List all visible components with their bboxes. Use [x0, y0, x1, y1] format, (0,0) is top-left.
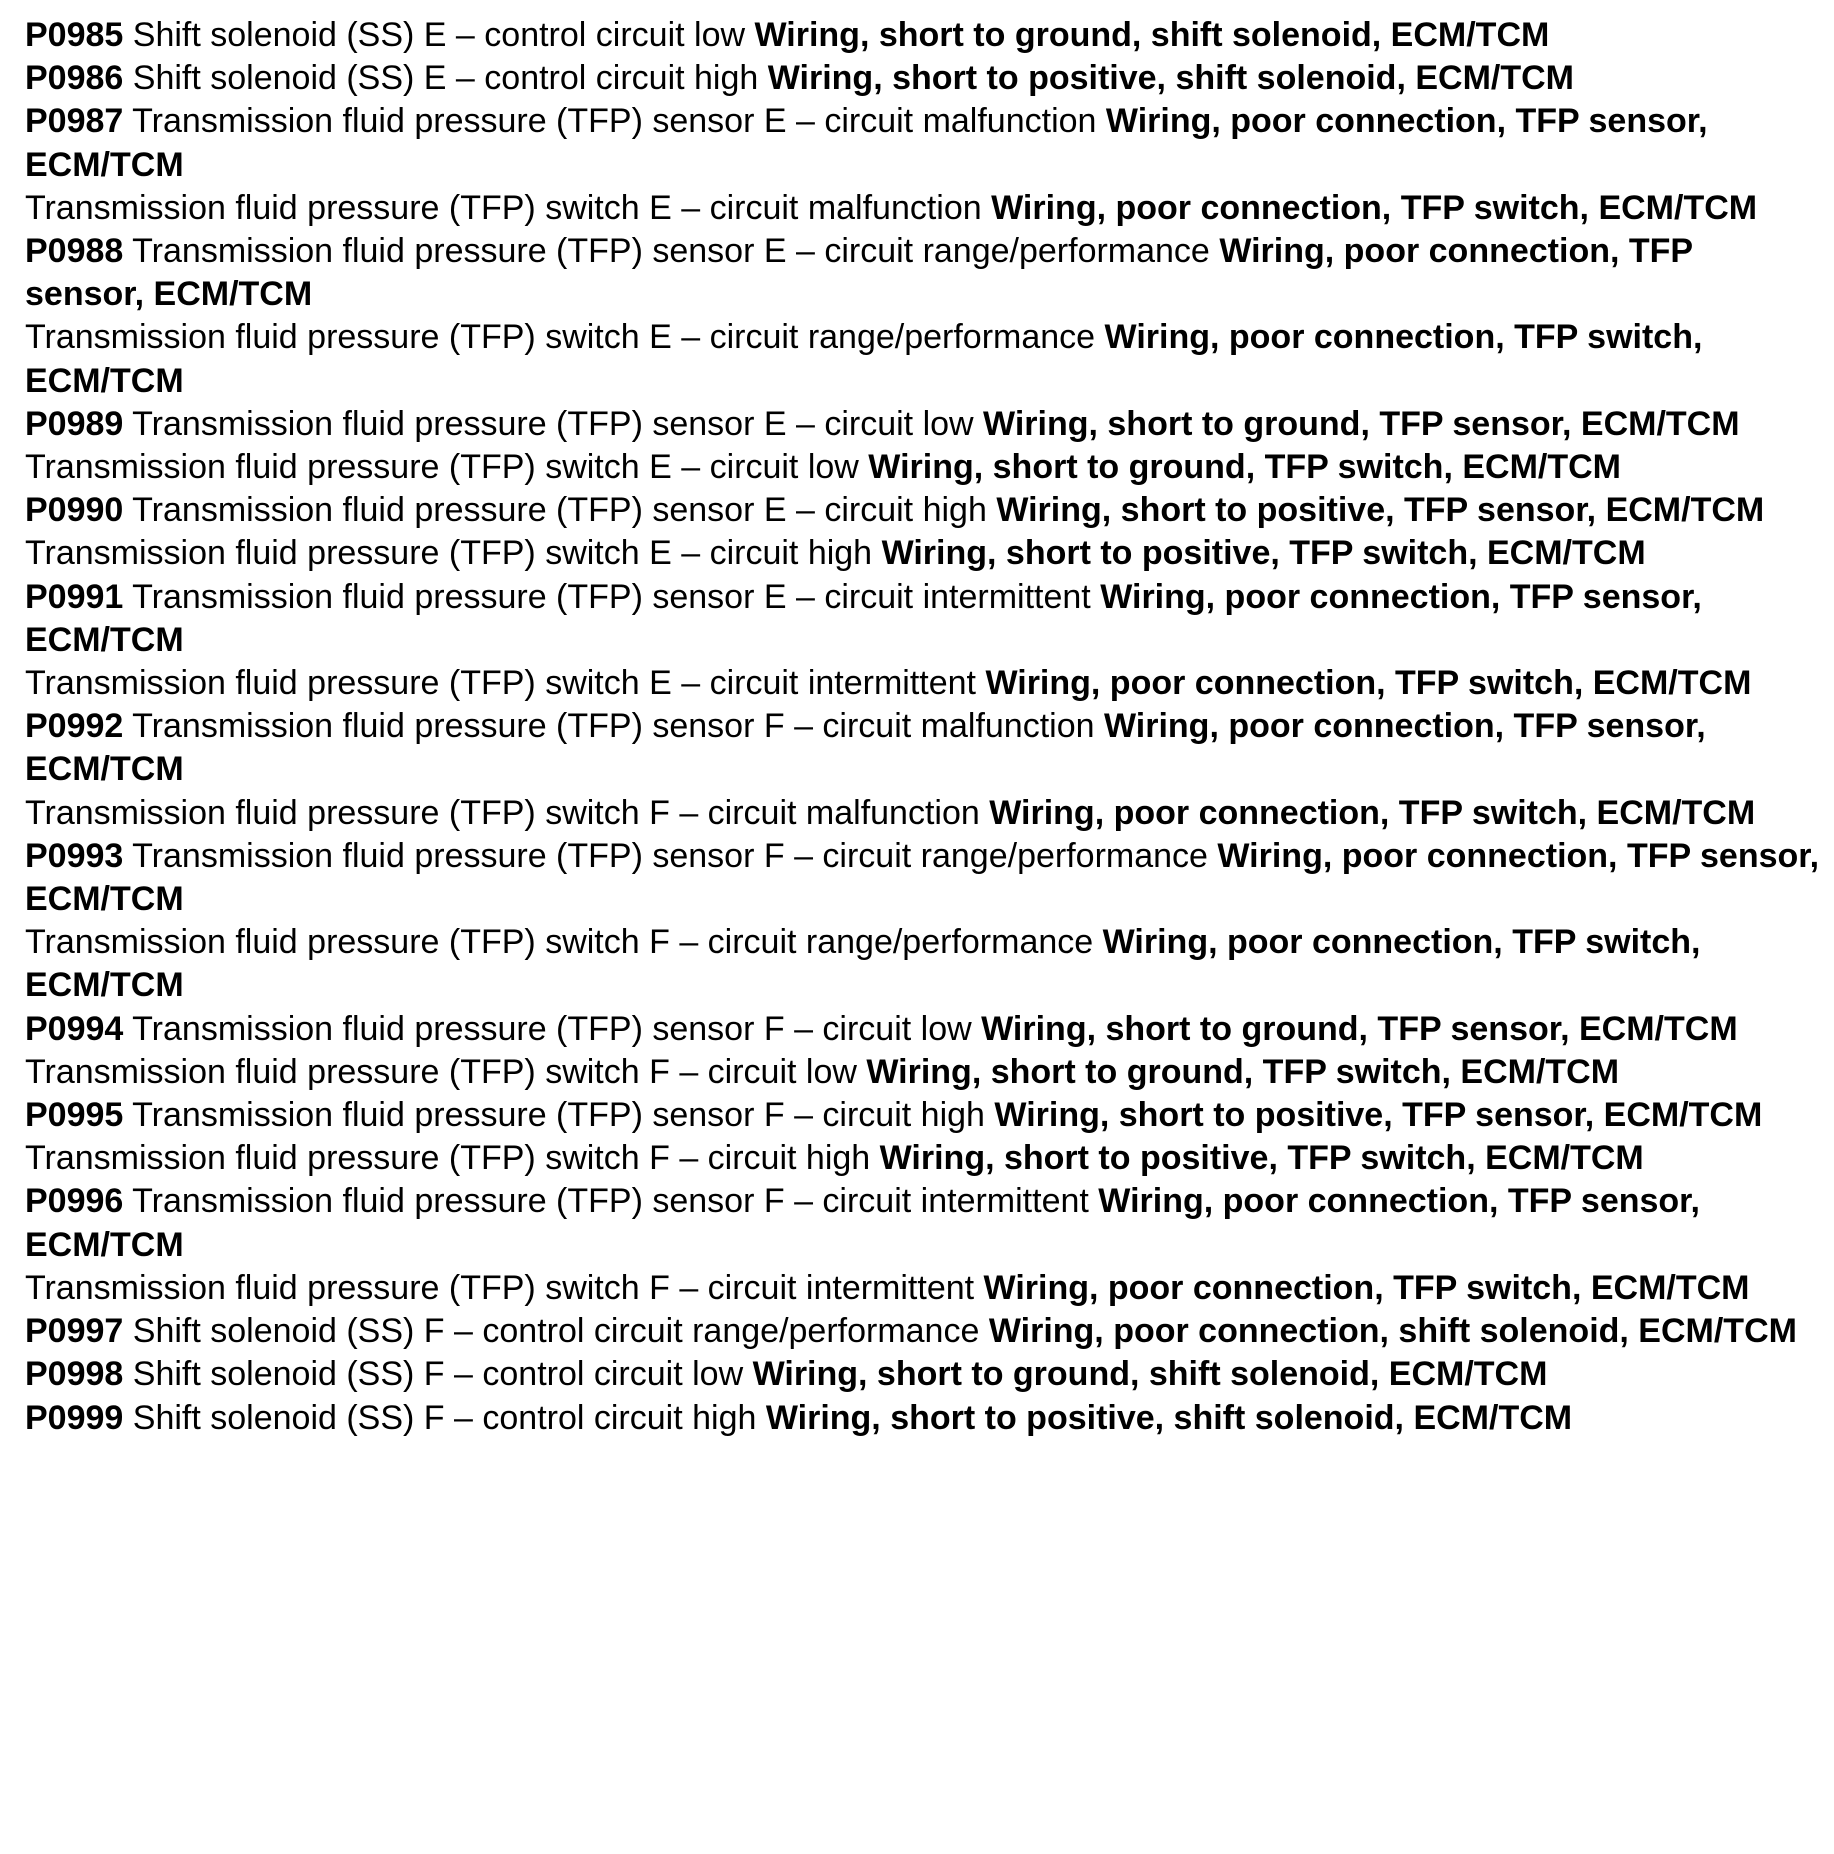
dtc-entry: [25, 489, 1820, 532]
dtc-code: P0989: [25, 404, 124, 443]
dtc-code: P0990: [25, 491, 124, 530]
dtc-code: P0998: [25, 1355, 124, 1394]
dtc-entry: [25, 14, 1820, 57]
dtc-code: P0985: [25, 16, 124, 54]
dtc-entry: [25, 230, 1820, 316]
dtc-description: Shift solenoid (SS) F – control circuit range/performance: [132, 1312, 980, 1351]
dtc-code: P0993: [25, 836, 124, 875]
dtc-code: P0991: [25, 577, 124, 616]
dtc-code: P0996: [25, 1182, 124, 1221]
dtc-description: Transmission fluid pressure (TFP) switch F – circuit low: [25, 1052, 857, 1091]
dtc-causes: Wiring, short to positive, TFP switch, ECM/TCM: [879, 1139, 1644, 1178]
dtc-code: P0986: [25, 59, 124, 98]
dtc-causes: Wiring, poor connection, TFP switch, ECM/TCM: [25, 923, 1701, 1005]
dtc-code: P0988: [25, 232, 124, 271]
dtc-causes: Wiring, poor connection, TFP sensor, ECM/TCM: [25, 102, 1708, 184]
dtc-causes: Wiring, poor connection, TFP switch, ECM/TCM: [989, 793, 1756, 832]
dtc-description: Transmission fluid pressure (TFP) sensor F – circuit intermittent: [132, 1182, 1089, 1221]
dtc-causes: Wiring, poor connection, TFP sensor, ECM/TCM: [25, 577, 1702, 659]
dtc-entry: [25, 576, 1820, 662]
dtc-entry: [25, 446, 1820, 489]
dtc-entry: [25, 403, 1820, 446]
dtc-description: Shift solenoid (SS) F – control circuit high: [132, 1398, 757, 1437]
dtc-code: P0995: [25, 1096, 124, 1135]
dtc-causes: Wiring, short to positive, TFP sensor, ECM/TCM: [996, 491, 1765, 530]
dtc-description: Transmission fluid pressure (TFP) switch E – circuit high: [25, 534, 873, 573]
dtc-description: Transmission fluid pressure (TFP) sensor F – circuit low: [132, 1009, 972, 1048]
dtc-document: [25, 14, 1820, 1440]
dtc-entry: [25, 921, 1820, 1007]
dtc-description: Shift solenoid (SS) E – control circuit low: [132, 16, 746, 54]
dtc-causes: Wiring, short to ground, TFP switch, ECM/TCM: [868, 448, 1621, 487]
dtc-causes: Wiring, short to ground, TFP sensor, ECM/TCM: [981, 1009, 1738, 1048]
dtc-description: Transmission fluid pressure (TFP) sensor F – circuit high: [132, 1096, 985, 1135]
dtc-causes: Wiring, poor connection, TFP switch, ECM/TCM: [985, 664, 1752, 703]
dtc-causes: Wiring, poor connection, TFP sensor, ECM/TCM: [25, 836, 1820, 919]
dtc-description: Transmission fluid pressure (TFP) switch F – circuit intermittent: [25, 1268, 975, 1307]
dtc-code: P0999: [25, 1398, 124, 1437]
dtc-causes: Wiring, short to ground, shift solenoid, ECM/TCM: [754, 16, 1550, 54]
dtc-description: Transmission fluid pressure (TFP) sensor E – circuit intermittent: [132, 577, 1091, 616]
dtc-entry: [25, 1353, 1820, 1396]
dtc-causes: Wiring, poor connection, TFP sensor, ECM/TCM: [25, 707, 1706, 789]
dtc-causes: Wiring, short to positive, TFP sensor, ECM/TCM: [994, 1096, 1763, 1135]
dtc-description: Transmission fluid pressure (TFP) sensor E – circuit range/performance: [132, 232, 1210, 271]
dtc-entry: [25, 1137, 1820, 1180]
dtc-description: Transmission fluid pressure (TFP) switch F – circuit malfunction: [25, 793, 980, 832]
dtc-description: Transmission fluid pressure (TFP) switch E – circuit range/performance: [25, 318, 1096, 357]
dtc-entry: [25, 1180, 1820, 1266]
dtc-description: Transmission fluid pressure (TFP) switch E – circuit malfunction: [25, 188, 982, 227]
dtc-entry: [25, 187, 1820, 230]
dtc-entry: [25, 100, 1820, 186]
dtc-code: P0994: [25, 1009, 124, 1048]
dtc-description: Transmission fluid pressure (TFP) sensor E – circuit low: [132, 404, 974, 443]
dtc-entry: [25, 1008, 1820, 1051]
dtc-causes: Wiring, short to positive, TFP switch, ECM/TCM: [881, 534, 1646, 573]
dtc-description: Shift solenoid (SS) E – control circuit high: [132, 59, 759, 98]
dtc-entry: [25, 1397, 1820, 1440]
dtc-entry: [25, 316, 1820, 402]
dtc-causes: Wiring, short to positive, shift solenoid, ECM/TCM: [765, 1398, 1573, 1437]
dtc-description: Transmission fluid pressure (TFP) sensor F – circuit range/performance: [132, 836, 1208, 875]
dtc-causes: Wiring, short to ground, TFP sensor, ECM/TCM: [983, 404, 1740, 443]
dtc-entry: [25, 57, 1820, 100]
dtc-causes: Wiring, short to positive, shift solenoid, ECM/TCM: [767, 59, 1574, 98]
dtc-description: Transmission fluid pressure (TFP) sensor F – circuit malfunction: [132, 707, 1095, 746]
dtc-entry: [25, 1267, 1820, 1310]
dtc-entry: [25, 705, 1820, 791]
dtc-causes: Wiring, poor connection, TFP sensor, ECM/TCM: [25, 1182, 1700, 1264]
dtc-causes: Wiring, poor connection, TFP switch, ECM/TCM: [25, 318, 1703, 400]
dtc-description: Shift solenoid (SS) F – control circuit low: [132, 1355, 744, 1394]
dtc-entry: [25, 1051, 1820, 1094]
dtc-causes: Wiring, poor connection, TFP switch, ECM/TCM: [991, 188, 1758, 227]
dtc-entry: [25, 1310, 1820, 1353]
dtc-causes: Wiring, poor connection, shift solenoid, ECM/TCM: [988, 1312, 1797, 1351]
dtc-description: Transmission fluid pressure (TFP) switch E – circuit low: [25, 448, 859, 487]
dtc-causes: Wiring, poor connection, TFP sensor, ECM/TCM: [25, 232, 1693, 314]
dtc-description: Transmission fluid pressure (TFP) switch F – circuit high: [25, 1139, 871, 1178]
dtc-causes: Wiring, short to ground, TFP switch, ECM/TCM: [866, 1052, 1620, 1091]
dtc-description: Transmission fluid pressure (TFP) sensor E – circuit high: [132, 491, 987, 530]
dtc-description: Transmission fluid pressure (TFP) switch E – circuit intermittent: [25, 664, 976, 703]
dtc-description: Transmission fluid pressure (TFP) switch F – circuit range/performance: [25, 923, 1094, 962]
dtc-entry: [25, 792, 1820, 835]
dtc-description: Transmission fluid pressure (TFP) sensor E – circuit malfunction: [132, 102, 1097, 141]
dtc-causes: Wiring, poor connection, TFP switch, ECM/TCM: [983, 1268, 1750, 1307]
dtc-code: P0987: [25, 102, 124, 141]
dtc-entry: [25, 662, 1820, 705]
dtc-code: P0992: [25, 707, 124, 746]
dtc-entry: [25, 835, 1820, 921]
dtc-code: P0997: [25, 1312, 124, 1351]
dtc-entry: [25, 532, 1820, 575]
dtc-causes: Wiring, short to ground, shift solenoid, ECM/TCM: [752, 1355, 1548, 1394]
dtc-entry: [25, 1094, 1820, 1137]
